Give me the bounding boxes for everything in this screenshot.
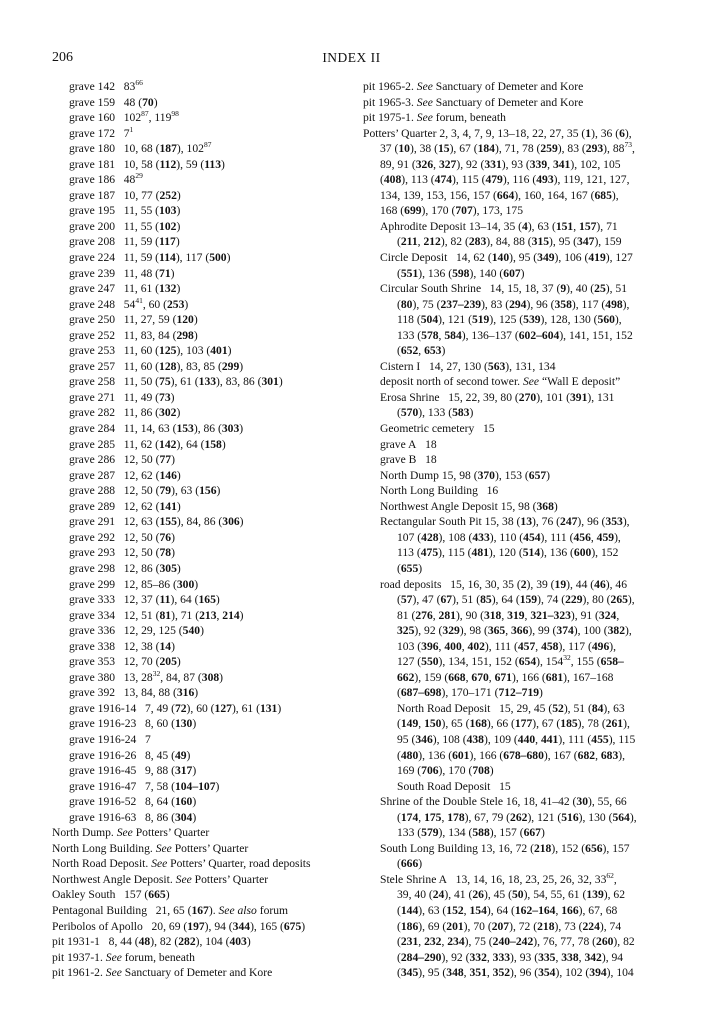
index-entry-line: grave 159 48 (70)	[69, 95, 158, 109]
index-entry-line: grave 285 11, 62 (142), 64 (158)	[69, 437, 226, 451]
index-entry-line: (652, 653)	[397, 344, 446, 358]
index-column-left	[52, 79, 352, 981]
index-entry-line: 133 (579), 134 (588), 157 (667)	[397, 826, 545, 840]
index-entry-line: grave 180 10, 68 (187), $102^{87}$	[69, 140, 212, 156]
index-entry-line: grave 298 12, 86 (305)	[69, 561, 181, 575]
index-entry-line: (149, 150), 65 (168), 66 (177), 67 (185), 78 (261),	[397, 717, 630, 731]
index-entry-line: grave 195 11, 55 (103)	[69, 204, 181, 218]
index-entry-line: grave 292 12, 50 (76)	[69, 530, 175, 544]
index-entry-line: pit 1975-1. See forum, beneath	[363, 111, 506, 125]
page-number: 206	[52, 50, 73, 65]
index-entry-line: (408), 113 (474), 115 (479), 116 (493), 119, 121, 127,	[380, 173, 630, 187]
index-entry-line: grave 1916-24 7	[69, 732, 151, 746]
index-entry-line: Circular South Shrine 14, 15, 18, 37 (9), 40 (25), 51	[380, 282, 628, 296]
index-entry-line: grave 252 11, 83, 84 (298)	[69, 328, 198, 342]
index-entry-line: North Long Building 16	[380, 484, 499, 498]
index-entry-line: (655)	[397, 561, 423, 575]
index-entry-line: Cistern I 14, 27, 130 (563), 131, 134	[380, 359, 556, 373]
index-entry-line: North Road Deposit. See Potters’ Quarter, road deposits	[52, 857, 311, 871]
index-entry-line: grave 1916-23 8, 60 (130)	[69, 717, 197, 731]
index-entry-line: 127 (550), 134, 151, 152 (654), $154^{32}$, 155 (658–	[397, 653, 624, 669]
index-entry-line: grave 380 13, $28^{32}$, 84, 87 (308)	[69, 668, 224, 684]
index-entry-line: Peribolos of Apollo 20, 69 (197), 94 (344), 165 (675)	[52, 919, 306, 933]
index-entry-line: grave 142 $83^{66}$	[69, 78, 143, 93]
index-entry-line: grave 1916-45 9, 88 (317)	[69, 764, 197, 778]
index-entry-line: (551), 136 (598), 140 (607)	[397, 266, 525, 280]
index-entry-line: 325), 92 (329), 98 (365, 366), 99 (374), 100 (382),	[397, 624, 632, 638]
index-entry-line: grave 250 11, 27, 59 (120)	[69, 313, 198, 327]
index-entry-line: Northwest Angle Deposit 15, 98 (368)	[380, 499, 558, 513]
index-entry-line: 89, 91 (326, 327), 92 (331), 93 (339, 341), 102, 105	[380, 157, 621, 171]
index-entry-line: grave 1916-14 7, 49 (72), 60 (127), 61 (131)	[69, 701, 282, 715]
index-entry-line: 662), 159 (668, 670, 671), 166 (681), 167–168	[397, 670, 614, 684]
index-entry-line: Potters’ Quarter 2, 3, 4, 7, 9, 13–18, 22, 27, 35 (1), 36 (6),	[363, 126, 632, 140]
index-entry-line: Erosa Shrine 15, 22, 39, 80 (270), 101 (391), 131	[380, 390, 615, 404]
index-entry-line: (284–290), 92 (332, 333), 93 (335, 338, 342), 94	[397, 950, 624, 964]
index-entry-line: grave 353 12, 70 (205)	[69, 655, 181, 669]
index-entry-line: North Long Building. See Potters’ Quarter	[52, 841, 249, 855]
index-entry-line: 118 (504), 121 (519), 125 (539), 128, 130 (560),	[397, 313, 622, 327]
index-entry-line: grave A 18	[380, 437, 437, 451]
index-entry-line: (144), 63 (152, 154), 64 (162–164, 166), 67, 68	[397, 903, 618, 917]
index-entry-line: Rectangular South Pit 15, 38 (13), 76 (247), 96 (353),	[380, 515, 630, 529]
index-entry-line: grave 208 11, 59 (117)	[69, 235, 180, 249]
index-entry-line: grave 257 11, 60 (128), 83, 85 (299)	[69, 359, 244, 373]
index-entry-line: grave 181 10, 58 (112), 59 (113)	[69, 157, 225, 171]
index-entry-line: South Road Deposit 15	[397, 779, 511, 793]
index-entry-line: grave 258 11, 50 (75), 61 (133), 83, 86 (301)	[69, 375, 283, 389]
index-entry-line: grave 200 11, 55 (102)	[69, 219, 181, 233]
index-entry-line: grave 338 12, 38 (14)	[69, 639, 175, 653]
index-column-right	[363, 79, 673, 981]
index-entry-line: Aphrodite Deposit 13–14, 35 (4), 63 (151, 157), 71	[380, 219, 618, 233]
index-entry-line: grave B 18	[380, 453, 437, 467]
index-entry-line: grave 160 $102^{87}$, $119^{98}$	[69, 109, 179, 125]
index-entry-line: (345), 95 (348, 351, 352), 96 (354), 102 (394), 104	[397, 966, 634, 980]
index-entry-line: North Dump. See Potters’ Quarter	[52, 826, 210, 840]
index-entry-line: (570), 133 (583)	[397, 406, 474, 420]
page-header	[0, 50, 703, 68]
index-entry-line: grave 248 $54^{41}$, 60 (253)	[69, 295, 189, 311]
index-entry-line: pit 1937-1. See forum, beneath	[52, 950, 195, 964]
index-entry-line: grave 333 12, 37 (11), 64 (165)	[69, 593, 220, 607]
index-entry-line: road deposits 15, 16, 30, 35 (2), 39 (19), 44 (46), 46	[380, 577, 628, 591]
index-entry-line: grave 288 12, 50 (79), 63 (156)	[69, 484, 221, 498]
index-entry-line: (480), 136 (601), 166 (678–680), 167 (682, 683),	[397, 748, 626, 762]
running-title: INDEX II	[322, 50, 381, 65]
index-entry-line: grave 293 12, 50 (78)	[69, 546, 175, 560]
index-entry-line: 95 (346), 108 (438), 109 (440, 441), 111 (455), 115	[397, 732, 636, 746]
index-entry-line: Geometric cemetery 15	[380, 422, 495, 436]
index-entry-line: grave 392 13, 84, 88 (316)	[69, 686, 199, 700]
index-entry-line: grave 286 12, 50 (77)	[69, 453, 175, 467]
index-entry-line: Oakley South 157 (665)	[52, 888, 170, 902]
index-entry-line: 103 (396, 400, 402), 111 (457, 458), 117 (496),	[397, 639, 616, 653]
index-entry-line: North Road Deposit 15, 29, 45 (52), 51 (84), 63	[397, 701, 625, 715]
index-entry-line: grave 282 11, 86 (302)	[69, 406, 181, 420]
index-entry-line: South Long Building 13, 16, 72 (218), 152 (656), 157	[380, 841, 630, 855]
index-entry-line: pit 1961-2. See Sanctuary of Demeter and Kore	[52, 966, 273, 980]
index-entry-line: grave 239 11, 48 (71)	[69, 266, 175, 280]
index-entry-line: grave 1916-52 8, 64 (160)	[69, 795, 197, 809]
index-entry-line: grave 271 11, 49 (73)	[69, 390, 175, 404]
index-entry-line: Northwest Angle Deposit. See Potters’ Quarter	[52, 872, 269, 886]
index-entry-line: 39, 40 (24), 41 (26), 45 (50), 54, 55, 61 (139), 62	[397, 888, 626, 902]
index-entry-line: grave 284 11, 14, 63 (153), 86 (303)	[69, 422, 244, 436]
index-entry-line: grave 287 12, 62 (146)	[69, 468, 181, 482]
index-entry-line: pit 1931-1 8, 44 (48), 82 (282), 104 (403)	[52, 935, 251, 949]
index-entry-line: Shrine of the Double Stele 16, 18, 41–42 (30), 55, 66	[380, 795, 627, 809]
index-entry-line: grave 172 $7^1$	[69, 124, 134, 140]
index-entry-line: (231, 232, 234), 75 (240–242), 76, 77, 78 (260), 82	[397, 935, 635, 949]
index-entry-line: grave 299 12, 85–86 (300)	[69, 577, 199, 591]
index-entry-line: grave 291 12, 63 (155), 84, 86 (306)	[69, 515, 244, 529]
index-entry-line: Stele Shrine A 13, 14, 16, 18, 23, 25, 26, 32, $33^{62}$,	[380, 870, 617, 886]
index-entry-line: North Dump 15, 98 (370), 153 (657)	[380, 468, 551, 482]
index-entry-line: grave 186 $48^{29}$	[69, 171, 143, 187]
index-entry-line: (80), 75 (237–239), 83 (294), 96 (358), 117 (498),	[397, 297, 630, 311]
index-entry-line: 37 (10), 38 (15), 67 (184), 71, 78 (259), 83 (293), $88^{73}$,	[380, 140, 635, 156]
index-entry-line: Circle Deposit 14, 62 (140), 95 (349), 106 (419), 127	[380, 251, 633, 265]
index-entry-line: grave 187 10, 77 (252)	[69, 188, 181, 202]
index-entry-line: 134, 139, 153, 156, 157 (664), 160, 164, 167 (685),	[380, 188, 619, 202]
index-entry-line: (687–698), 170–171 (712–719)	[397, 686, 543, 700]
index-entry-line: (186), 69 (201), 70 (207), 72 (218), 73 (224), 74	[397, 919, 622, 933]
index-entry-line: grave 247 11, 61 (132)	[69, 282, 181, 296]
index-entry-line: Pentagonal Building 21, 65 (167). See also forum	[52, 903, 289, 917]
index-entry-line: 107 (428), 108 (433), 110 (454), 111 (456, 459),	[397, 530, 621, 544]
index-entry-line: 113 (475), 115 (481), 120 (514), 136 (600), 152	[397, 546, 619, 560]
index-entry-line: 169 (706), 170 (708)	[397, 764, 494, 778]
index-entry-line: (211, 212), 82 (283), 84, 88 (315), 95 (347), 159	[397, 235, 622, 249]
index-entry-line: grave 1916-47 7, 58 (104–107)	[69, 779, 220, 793]
index-entry-line: deposit north of second tower. See “Wall E deposit”	[380, 375, 621, 389]
index-entry-line: grave 1916-63 8, 86 (304)	[69, 810, 197, 824]
index-entry-line: 133 (578, 584), 136–137 (602–604), 141, 151, 152	[397, 328, 633, 342]
index-entry-line: pit 1965-3. See Sanctuary of Demeter and Kore	[363, 95, 584, 109]
index-entry-line: (174, 175, 178), 67, 79 (262), 121 (516), 130 (564),	[397, 810, 637, 824]
index-entry-line: grave 1916-26 8, 45 (49)	[69, 748, 191, 762]
index-entry-line: (57), 47 (67), 51 (85), 64 (159), 74 (229), 80 (265),	[397, 593, 635, 607]
index-entry-line: (666)	[397, 857, 423, 871]
index-entry-line: pit 1965-2. See Sanctuary of Demeter and Kore	[363, 80, 584, 93]
index-entry-line: grave 334 12, 51 (81), 71 (213, 214)	[69, 608, 244, 622]
index-entry-line: grave 289 12, 62 (141)	[69, 499, 181, 513]
index-entry-line: grave 336 12, 29, 125 (540)	[69, 624, 204, 638]
index-entry-line: grave 253 11, 60 (125), 103 (401)	[69, 344, 232, 358]
index-entry-line: 81 (276, 281), 90 (318, 319, 321–323), 91 (324,	[397, 608, 620, 622]
index-entry-line: 168 (699), 170 (707), 173, 175	[380, 204, 523, 218]
index-entry-line: grave 224 11, 59 (114), 117 (500)	[69, 251, 231, 265]
